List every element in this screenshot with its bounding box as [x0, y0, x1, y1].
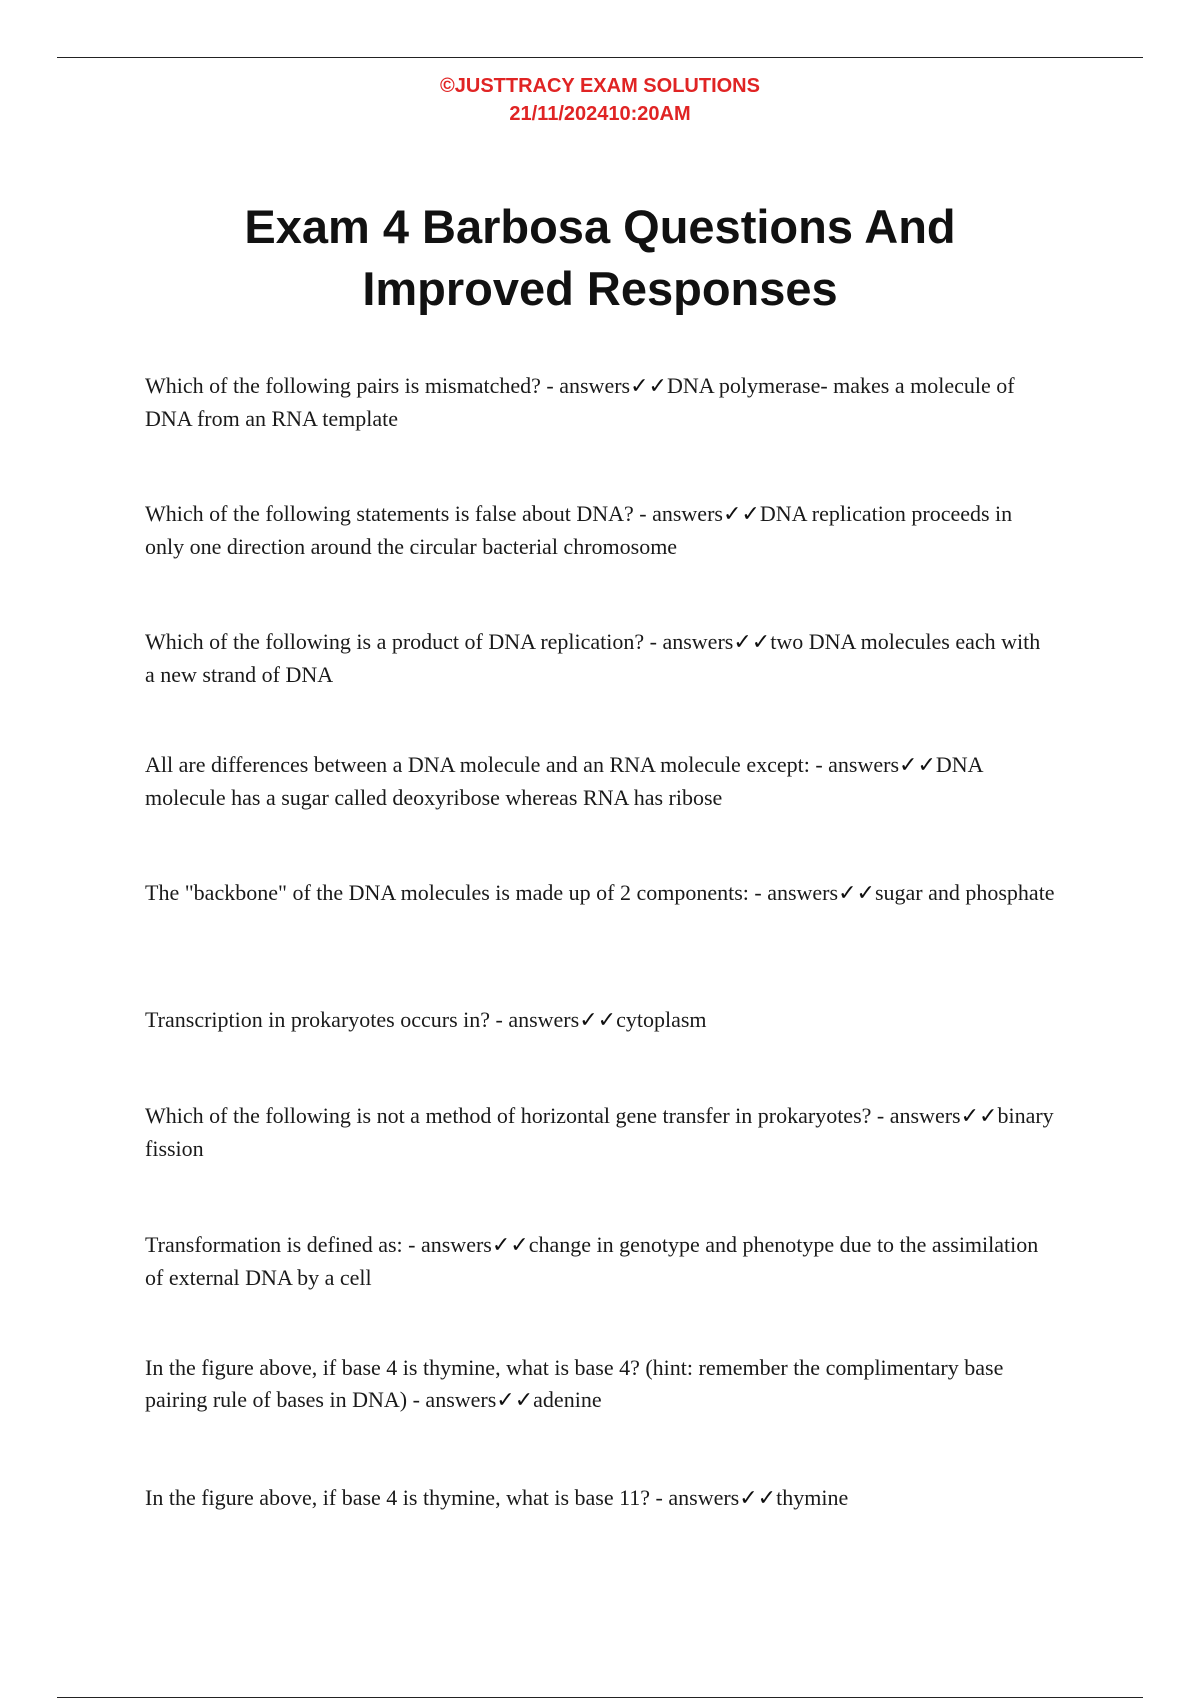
- answer-text: adenine: [533, 1387, 602, 1412]
- double-check-icon: ✓✓: [733, 630, 771, 655]
- document-title-line-2: Improved Responses: [362, 262, 838, 315]
- answer-text: DNA replication proceeds in only one direction around the circular bacterial chromosome: [145, 501, 1013, 559]
- qa-item-10: [145, 1482, 1055, 1515]
- question-text: All are differences between a DNA molecule and an RNA molecule except: - answers: [145, 752, 900, 777]
- qa-item-6: [145, 1004, 1055, 1037]
- question-text: Transformation is defined as: - answers: [145, 1232, 492, 1257]
- answer-text: change in genotype and phenotype due to the assimilation of external DNA by a cell: [145, 1232, 1039, 1290]
- qa-item-5: [145, 877, 1055, 910]
- watermark-header: [0, 72, 1200, 128]
- double-check-icon: ✓✓: [960, 1104, 998, 1129]
- qa-item-9: [145, 1352, 1055, 1417]
- double-check-icon: ✓✓: [491, 1233, 529, 1258]
- qa-item-3: [145, 626, 1055, 691]
- bottom-rule: [57, 1697, 1143, 1698]
- qa-item-1: [145, 370, 1055, 435]
- question-text: In the figure above, if base 4 is thymine, what is base 4? (hint: remember the complimentary base pairing rule of bases in DNA) - answers: [145, 1355, 1004, 1412]
- double-check-icon: ✓✓: [838, 881, 875, 906]
- answer-text: cytoplasm: [616, 1007, 707, 1032]
- double-check-icon: ✓✓: [579, 1008, 617, 1033]
- header-brand: ©JUSTTRACY EXAM SOLUTIONS: [440, 75, 760, 97]
- answer-text: sugar and phosphate: [874, 880, 1055, 905]
- answer-text: thymine: [776, 1485, 849, 1510]
- double-check-icon: ✓✓: [899, 753, 936, 778]
- double-check-icon: ✓✓: [630, 374, 667, 399]
- question-text: Transcription in prokaryotes occurs in? - answers: [145, 1007, 580, 1032]
- answer-text: two DNA molecules each with a new strand of DNA: [145, 629, 1041, 687]
- question-text: In the figure above, if base 4 is thymine, what is base 11? - answers: [145, 1485, 740, 1510]
- answer-text: DNA molecule has a sugar called deoxyribose whereas RNA has ribose: [145, 752, 983, 810]
- answer-text: DNA polymerase- makes a molecule of DNA from an RNA template: [145, 373, 1015, 431]
- question-text: The "backbone" of the DNA molecules is made up of 2 components: - answers: [145, 880, 839, 905]
- header-timestamp: 21/11/202410:20AM: [509, 103, 691, 125]
- document-title-line-1: Exam 4 Barbosa Questions And: [244, 200, 956, 253]
- question-text: Which of the following statements is false about DNA? - answers: [145, 501, 723, 526]
- qa-item-7: [145, 1100, 1055, 1165]
- double-check-icon: ✓✓: [722, 502, 760, 527]
- answer-text: binary fission: [145, 1103, 1054, 1161]
- qa-item-4: [145, 749, 1055, 814]
- double-check-icon: ✓✓: [496, 1388, 534, 1413]
- question-text: Which of the following is a product of DNA replication? - answers: [145, 629, 734, 654]
- question-text: Which of the following is not a method of horizontal gene transfer in prokaryotes? - answers: [145, 1103, 961, 1128]
- qa-item-2: [145, 498, 1055, 563]
- top-rule: [57, 57, 1143, 58]
- document-title: [0, 196, 1200, 320]
- question-text: Which of the following pairs is mismatched? - answers: [145, 373, 631, 398]
- qa-item-8: [145, 1229, 1055, 1294]
- double-check-icon: ✓✓: [739, 1486, 777, 1511]
